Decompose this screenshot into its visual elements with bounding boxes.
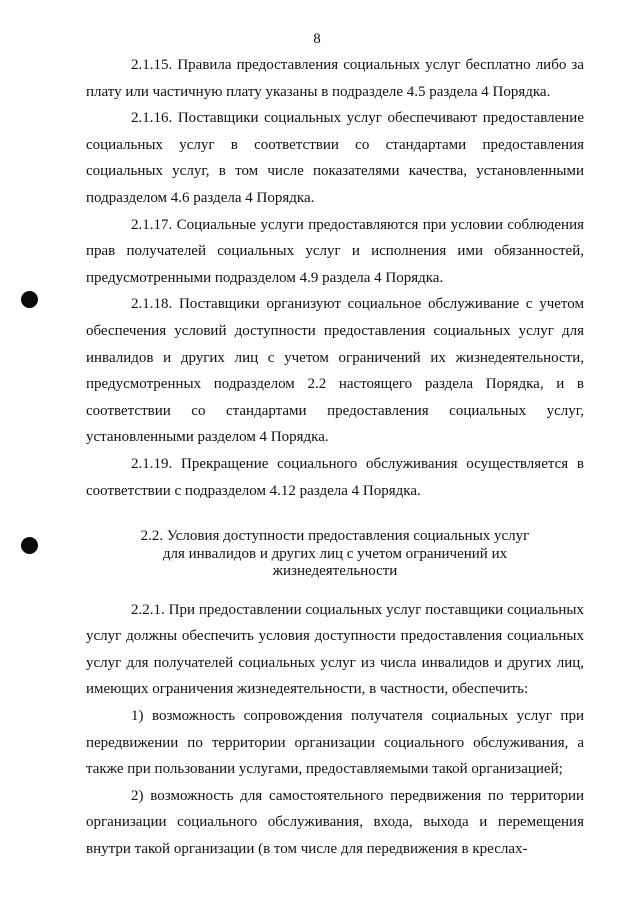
punch-hole-mark — [21, 537, 38, 554]
list-item-2: 2) возможность для самостоятельного передвижения по территории организации социального обслуживания, входа, выхода и перемещения внутри такой организации (в том числе для передвижения в креслах- — [86, 787, 584, 857]
paragraph-2-1-19: 2.1.19. Прекращение социального обслуживания осуществляется в соответствии с подразделом 4.12 раздела 4 Порядка. — [86, 455, 584, 499]
paragraph-2-1-18: 2.1.18. Поставщики организуют социальное обслуживание с учетом обеспечения условий доступности предоставления социальных услуг для инвалидов и других лиц с учетом ограничений их жизнедеятельности, предусмотренных подразделом 2.2 настоящего раздела Порядка, и в соответствии со стандартами предоставления социальных услуг, установленными разделом 4 Порядка. — [86, 296, 584, 446]
paragraph-2-1-15: 2.1.15. Правила предоставления социальных услуг бесплатно либо за плату или частичную плату указаны в подразделе 4.5 раздела 4 Порядка. — [86, 57, 584, 100]
section-heading-line: для инвалидов и других лиц с учетом ограничений их — [162, 545, 508, 562]
paragraph-2-1-16: 2.1.16. Поставщики социальных услуг обеспечивают предоставление социальных услуг в соответствии со стандартами предоставления социальных услуг, в том числе показателями качества, установленными подразделом 4.6 раздела 4 Порядка. — [86, 110, 584, 206]
section-heading-line: 2.2. Условия доступности предоставления социальных услуг — [140, 528, 530, 545]
paragraph-2-2-1: 2.2.1. При предоставлении социальных услуг поставщики социальных услуг должны обеспечить условия доступности предоставления социальных услуг для получателей социальных услуг из числа инвалидов и других лиц, имеющих ограничения жизнедеятельности, в частности, обеспечить: — [86, 601, 584, 698]
section-heading-line: жизнедеятельности — [272, 563, 398, 580]
punch-hole-mark — [21, 291, 38, 308]
document-body — [86, 52, 584, 863]
section-heading — [86, 528, 584, 581]
paragraph-2-1-17: 2.1.17. Социальные услуги предоставляются при условии соблюдения прав получателей социальных услуг и исполнения ими обязанностей, предусмотренными подразделом 4.9 раздела 4 Порядка. — [86, 216, 584, 286]
list-item-1: 1) возможность сопровождения получателя социальных услуг при передвижении по территории организации социального обслуживания, а также при пользовании услугами, предоставляемыми такой организацией; — [86, 707, 584, 778]
page-number: 8 — [313, 31, 321, 47]
